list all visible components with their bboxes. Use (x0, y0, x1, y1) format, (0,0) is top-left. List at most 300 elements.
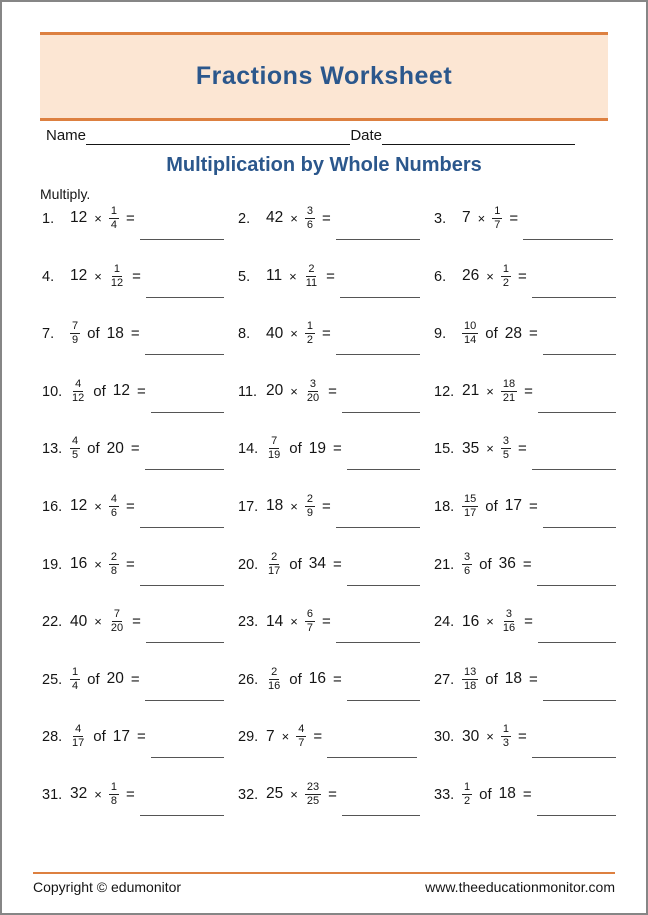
times-sign: × (486, 383, 494, 399)
fraction (296, 723, 306, 750)
fraction-denominator: 20 (306, 391, 320, 404)
fraction (501, 608, 517, 635)
problem-item (238, 551, 428, 609)
problem-number: 14. (238, 441, 259, 458)
fraction-numerator: 3 (464, 550, 471, 563)
equals-sign: = (130, 325, 140, 343)
of-word: of (93, 382, 106, 400)
times-sign: × (94, 210, 102, 226)
answer-blank (336, 608, 420, 643)
problem-item (434, 435, 624, 493)
fraction-numerator: 7 (72, 320, 79, 333)
whole-number: 11 (266, 267, 283, 285)
problems-grid (42, 205, 624, 839)
fraction-numerator: 1 (502, 723, 509, 736)
fraction-numerator: 1 (502, 262, 509, 275)
fraction-denominator: 6 (110, 506, 117, 519)
problem-number: 3. (434, 211, 447, 227)
problem-expression (264, 608, 331, 635)
problem-item (434, 378, 624, 436)
whole-number: 12 (70, 497, 88, 515)
equals-sign: = (132, 267, 141, 285)
times-sign: × (290, 498, 298, 514)
equals-sign: = (313, 728, 323, 746)
fraction-numerator: 4 (110, 492, 117, 505)
fraction-denominator: 11 (305, 276, 318, 289)
problem-expression (264, 666, 342, 693)
fraction (501, 435, 511, 462)
problem-item (238, 320, 428, 378)
whole-number: 26 (462, 267, 480, 285)
problem-item (238, 781, 428, 839)
fraction (305, 378, 321, 405)
fraction-denominator: 4 (72, 679, 79, 692)
of-word: of (485, 497, 498, 515)
fraction (501, 723, 511, 750)
fraction-numerator: 3 (306, 205, 313, 217)
fraction (462, 493, 478, 520)
name-blank-line (86, 129, 350, 145)
problem-number: 5. (238, 268, 251, 285)
times-sign: × (94, 268, 102, 284)
fraction-denominator: 17 (268, 564, 281, 577)
whole-number: 19 (308, 439, 327, 457)
answer-blank (347, 666, 420, 701)
fraction-numerator: 18 (502, 377, 516, 390)
problem-expression (68, 435, 140, 462)
fraction-denominator: 2 (306, 334, 313, 347)
fraction (304, 263, 319, 290)
answer-blank (151, 378, 224, 413)
problem-expression (264, 320, 331, 347)
fraction-numerator: 23 (306, 780, 320, 793)
of-word: of (87, 325, 100, 343)
fraction-numerator: 2 (271, 550, 278, 563)
fraction (70, 378, 86, 405)
equals-sign: = (137, 728, 146, 746)
fraction-denominator: 17 (464, 506, 477, 519)
problem-number: 11. (238, 383, 258, 400)
answer-blank (532, 723, 616, 758)
times-sign: × (94, 786, 102, 802)
whole-number: 34 (308, 555, 327, 573)
answer-blank (537, 551, 616, 586)
times-sign: × (486, 729, 494, 745)
answer-blank (145, 666, 224, 701)
fraction-denominator: 5 (72, 449, 79, 462)
problem-item (42, 378, 232, 436)
answer-blank (537, 781, 616, 816)
problem-expression (264, 435, 342, 462)
problem-number: 23. (238, 614, 259, 631)
whole-number: 35 (462, 439, 480, 457)
fraction-denominator: 12 (110, 276, 124, 289)
equals-sign: = (125, 785, 135, 803)
problem-number: 25. (42, 671, 63, 688)
whole-number: 42 (266, 209, 284, 227)
whole-number: 7 (462, 209, 471, 227)
of-word: of (479, 555, 492, 573)
times-sign: × (486, 441, 494, 457)
fraction-denominator: 4 (110, 218, 117, 231)
times-sign: × (290, 383, 298, 399)
problem-number: 1. (42, 211, 55, 227)
equals-sign: = (517, 440, 527, 458)
problem-expression (460, 263, 527, 290)
whole-number: 20 (106, 670, 124, 688)
equals-sign: = (130, 440, 140, 458)
problem-item (42, 205, 232, 263)
fraction-numerator: 3 (502, 435, 509, 448)
worksheet-title: Fractions Worksheet (195, 62, 453, 90)
problem-number: 7. (42, 326, 55, 343)
problem-number: 24. (434, 614, 455, 631)
times-sign: × (94, 556, 102, 572)
problem-expression (68, 205, 135, 232)
whole-number: 16 (70, 555, 88, 573)
fraction (462, 666, 478, 693)
problem-number: 27. (434, 671, 455, 688)
problem-item (434, 781, 624, 839)
whole-number: 12 (70, 209, 88, 227)
answer-blank (532, 263, 616, 298)
of-word: of (289, 670, 302, 688)
date-blank-line (382, 129, 575, 145)
whole-number: 28 (504, 324, 523, 342)
problem-number: 19. (42, 556, 63, 573)
equals-sign: = (333, 670, 342, 688)
fraction (70, 666, 80, 693)
fraction-denominator: 9 (306, 506, 313, 519)
problem-expression (460, 320, 538, 347)
problem-number: 33. (434, 786, 455, 803)
equals-sign: = (125, 209, 135, 227)
problem-number: 29. (238, 729, 259, 746)
problem-item (434, 263, 624, 321)
equals-sign: = (517, 267, 527, 285)
fraction-numerator: 15 (464, 492, 477, 505)
fraction-numerator: 4 (75, 377, 82, 390)
problem-expression (460, 378, 533, 405)
worksheet-subtitle: Multiplication by Whole Numbers (166, 154, 482, 176)
equals-sign: = (333, 440, 342, 458)
of-word: of (485, 325, 498, 343)
problem-expression (264, 723, 322, 750)
problem-number: 21. (434, 556, 455, 573)
answer-blank (347, 435, 420, 470)
fraction (305, 320, 315, 347)
equals-sign: = (125, 555, 135, 573)
problem-item (238, 263, 428, 321)
answer-blank (342, 378, 420, 413)
equals-sign: = (132, 613, 141, 631)
problem-number: 32. (238, 786, 259, 803)
times-sign: × (290, 786, 298, 802)
whole-number: 30 (462, 727, 480, 745)
fraction (266, 435, 282, 462)
problem-number: 9. (434, 326, 447, 343)
problem-number: 12. (434, 383, 455, 400)
problem-number: 15. (434, 441, 455, 458)
fraction-numerator: 1 (306, 320, 313, 333)
fraction-denominator: 25 (306, 794, 320, 807)
fraction-numerator: 2 (110, 550, 117, 563)
fraction-numerator: 13 (464, 665, 477, 678)
fraction (70, 723, 86, 750)
equals-sign: = (509, 209, 519, 227)
problem-number: 26. (238, 671, 259, 688)
problem-expression (460, 723, 527, 750)
problem-item (42, 781, 232, 839)
whole-number: 36 (498, 555, 516, 573)
fraction (501, 378, 517, 405)
problem-number: 4. (42, 268, 55, 285)
times-sign: × (94, 498, 102, 514)
answer-blank (340, 263, 420, 298)
fraction-denominator: 16 (502, 622, 516, 635)
fraction-numerator: 6 (306, 608, 313, 621)
equals-sign: = (529, 497, 538, 515)
fraction (109, 263, 125, 290)
answer-blank (336, 205, 420, 240)
fraction-numerator: 1 (110, 205, 117, 217)
answer-blank (538, 608, 616, 643)
name-label: Name (46, 127, 87, 144)
equals-sign: = (137, 382, 146, 400)
fraction-denominator: 6 (306, 218, 313, 231)
problem-expression (264, 205, 331, 232)
whole-number: 25 (266, 785, 284, 803)
problem-expression (68, 320, 140, 347)
fraction-denominator: 20 (110, 622, 124, 635)
fraction-numerator: 1 (110, 780, 117, 793)
problem-item (434, 551, 624, 609)
answer-blank (151, 723, 224, 758)
answer-blank (140, 781, 224, 816)
whole-number: 12 (70, 267, 88, 285)
whole-number: 20 (106, 439, 124, 457)
problem-expression (460, 493, 538, 520)
problem-item (42, 608, 232, 666)
times-sign: × (290, 614, 298, 630)
answer-blank (342, 781, 420, 816)
fraction (266, 551, 282, 578)
answer-blank (140, 493, 224, 528)
fraction-denominator: 14 (464, 334, 477, 347)
problem-number: 22. (42, 614, 63, 631)
fraction-numerator: 4 (72, 435, 79, 448)
whole-number: 18 (498, 785, 516, 803)
fraction-denominator: 2 (502, 276, 509, 289)
equals-sign: = (328, 785, 337, 803)
problem-number: 8. (238, 326, 251, 343)
problem-number: 18. (434, 498, 455, 515)
times-sign: × (290, 326, 298, 342)
fraction (109, 205, 119, 232)
problem-item (42, 320, 232, 378)
of-word: of (479, 785, 492, 803)
answer-blank (146, 263, 224, 298)
whole-number: 16 (308, 670, 327, 688)
fraction-denominator: 16 (268, 679, 281, 692)
fraction (305, 781, 321, 808)
problem-expression (264, 493, 331, 520)
fraction (266, 666, 282, 693)
of-word: of (87, 670, 100, 688)
fraction-numerator: 2 (271, 665, 278, 678)
whole-number: 7 (266, 727, 275, 745)
fraction (305, 205, 315, 232)
times-sign: × (94, 614, 102, 630)
problem-item (434, 608, 624, 666)
fraction (70, 435, 80, 462)
fraction (462, 551, 472, 578)
of-word: of (93, 728, 106, 746)
equals-sign: = (529, 670, 538, 688)
header-band (40, 32, 608, 121)
whole-number: 18 (266, 497, 284, 515)
copyright-text: Copyright © edumonitor (33, 879, 182, 895)
of-word: of (87, 440, 100, 458)
fraction-denominator: 18 (464, 679, 477, 692)
problem-expression (68, 781, 135, 808)
problem-number: 10. (42, 383, 63, 400)
problem-number: 17. (238, 498, 259, 515)
whole-number: 18 (504, 670, 523, 688)
problem-item (42, 666, 232, 724)
problem-item (238, 205, 428, 263)
equals-sign: = (326, 267, 335, 285)
problem-expression (460, 435, 527, 462)
fraction-numerator: 3 (505, 608, 513, 621)
whole-number: 16 (462, 612, 480, 630)
date-label: Date (350, 127, 382, 144)
problem-expression (264, 378, 337, 405)
equals-sign: = (522, 785, 532, 803)
problem-item (42, 723, 232, 781)
of-word: of (485, 670, 498, 688)
whole-number: 17 (504, 497, 523, 515)
fraction-numerator: 4 (298, 723, 305, 736)
answer-blank (538, 378, 616, 413)
problem-expression (460, 781, 532, 808)
whole-number: 17 (112, 727, 131, 745)
problem-expression (264, 551, 342, 578)
answer-blank (146, 608, 224, 643)
answer-blank (532, 435, 616, 470)
equals-sign: = (333, 555, 342, 573)
fraction (462, 781, 472, 808)
website-url: www.theeducationmonitor.com (425, 879, 615, 895)
fraction (305, 493, 315, 520)
fraction (109, 608, 125, 635)
fraction-denominator: 9 (72, 334, 79, 347)
problem-item (238, 493, 428, 551)
fraction-denominator: 8 (110, 564, 117, 577)
fraction-denominator: 8 (110, 794, 117, 807)
equals-sign: = (321, 209, 331, 227)
fraction-numerator: 7 (113, 608, 121, 621)
problem-expression (68, 666, 140, 693)
fraction-numerator: 10 (464, 320, 477, 333)
equals-sign: = (125, 497, 135, 515)
problem-item (238, 666, 428, 724)
whole-number: 18 (106, 324, 124, 342)
fraction (501, 263, 511, 290)
problem-item (434, 723, 624, 781)
problem-expression (68, 493, 135, 520)
fraction-numerator: 1 (72, 665, 79, 678)
fraction-denominator: 17 (72, 737, 85, 750)
of-word: of (289, 440, 302, 458)
problem-expression (460, 608, 533, 635)
problem-item (434, 320, 624, 378)
fraction-numerator: 3 (309, 377, 317, 390)
problem-expression (68, 723, 146, 750)
equals-sign: = (524, 382, 533, 400)
whole-number: 40 (70, 612, 88, 630)
problem-item (42, 263, 232, 321)
problem-expression (68, 263, 141, 290)
answer-blank (140, 551, 224, 586)
problem-expression (68, 608, 141, 635)
problem-item (434, 205, 624, 263)
of-word: of (289, 555, 302, 573)
problem-number: 20. (238, 556, 259, 573)
problem-number: 28. (42, 729, 63, 746)
answer-blank (145, 320, 224, 355)
whole-number: 21 (462, 382, 480, 400)
problem-number: 31. (42, 786, 63, 803)
whole-number: 40 (266, 324, 284, 342)
fraction-denominator: 12 (72, 391, 85, 404)
problem-item (238, 435, 428, 493)
times-sign: × (477, 210, 486, 226)
answer-blank (140, 205, 224, 240)
equals-sign: = (321, 613, 331, 631)
fraction-denominator: 5 (502, 449, 509, 462)
fraction-numerator: 7 (271, 435, 278, 448)
fraction-denominator: 7 (306, 622, 313, 635)
answer-blank (145, 435, 224, 470)
problem-item (238, 608, 428, 666)
fraction-numerator: 1 (113, 262, 121, 275)
name-date-row (46, 125, 575, 145)
whole-number: 12 (112, 382, 131, 400)
problem-item (42, 435, 232, 493)
fraction-denominator: 2 (464, 794, 471, 807)
fraction-numerator: 2 (308, 262, 315, 275)
whole-number: 14 (266, 612, 284, 630)
fraction (492, 205, 502, 232)
equals-sign: = (321, 325, 331, 343)
answer-blank (523, 205, 613, 240)
fraction (109, 551, 119, 578)
fraction-numerator: 2 (306, 492, 313, 505)
problem-expression (264, 781, 337, 808)
answer-blank (543, 666, 616, 701)
problem-number: 2. (238, 211, 251, 227)
problem-expression (460, 205, 518, 232)
times-sign: × (290, 210, 298, 226)
equals-sign: = (328, 382, 337, 400)
answer-blank (543, 493, 616, 528)
answer-blank (347, 551, 420, 586)
fraction-denominator: 6 (464, 564, 471, 577)
problem-number: 16. (42, 498, 63, 515)
problem-item (434, 666, 624, 724)
fraction (70, 320, 80, 347)
